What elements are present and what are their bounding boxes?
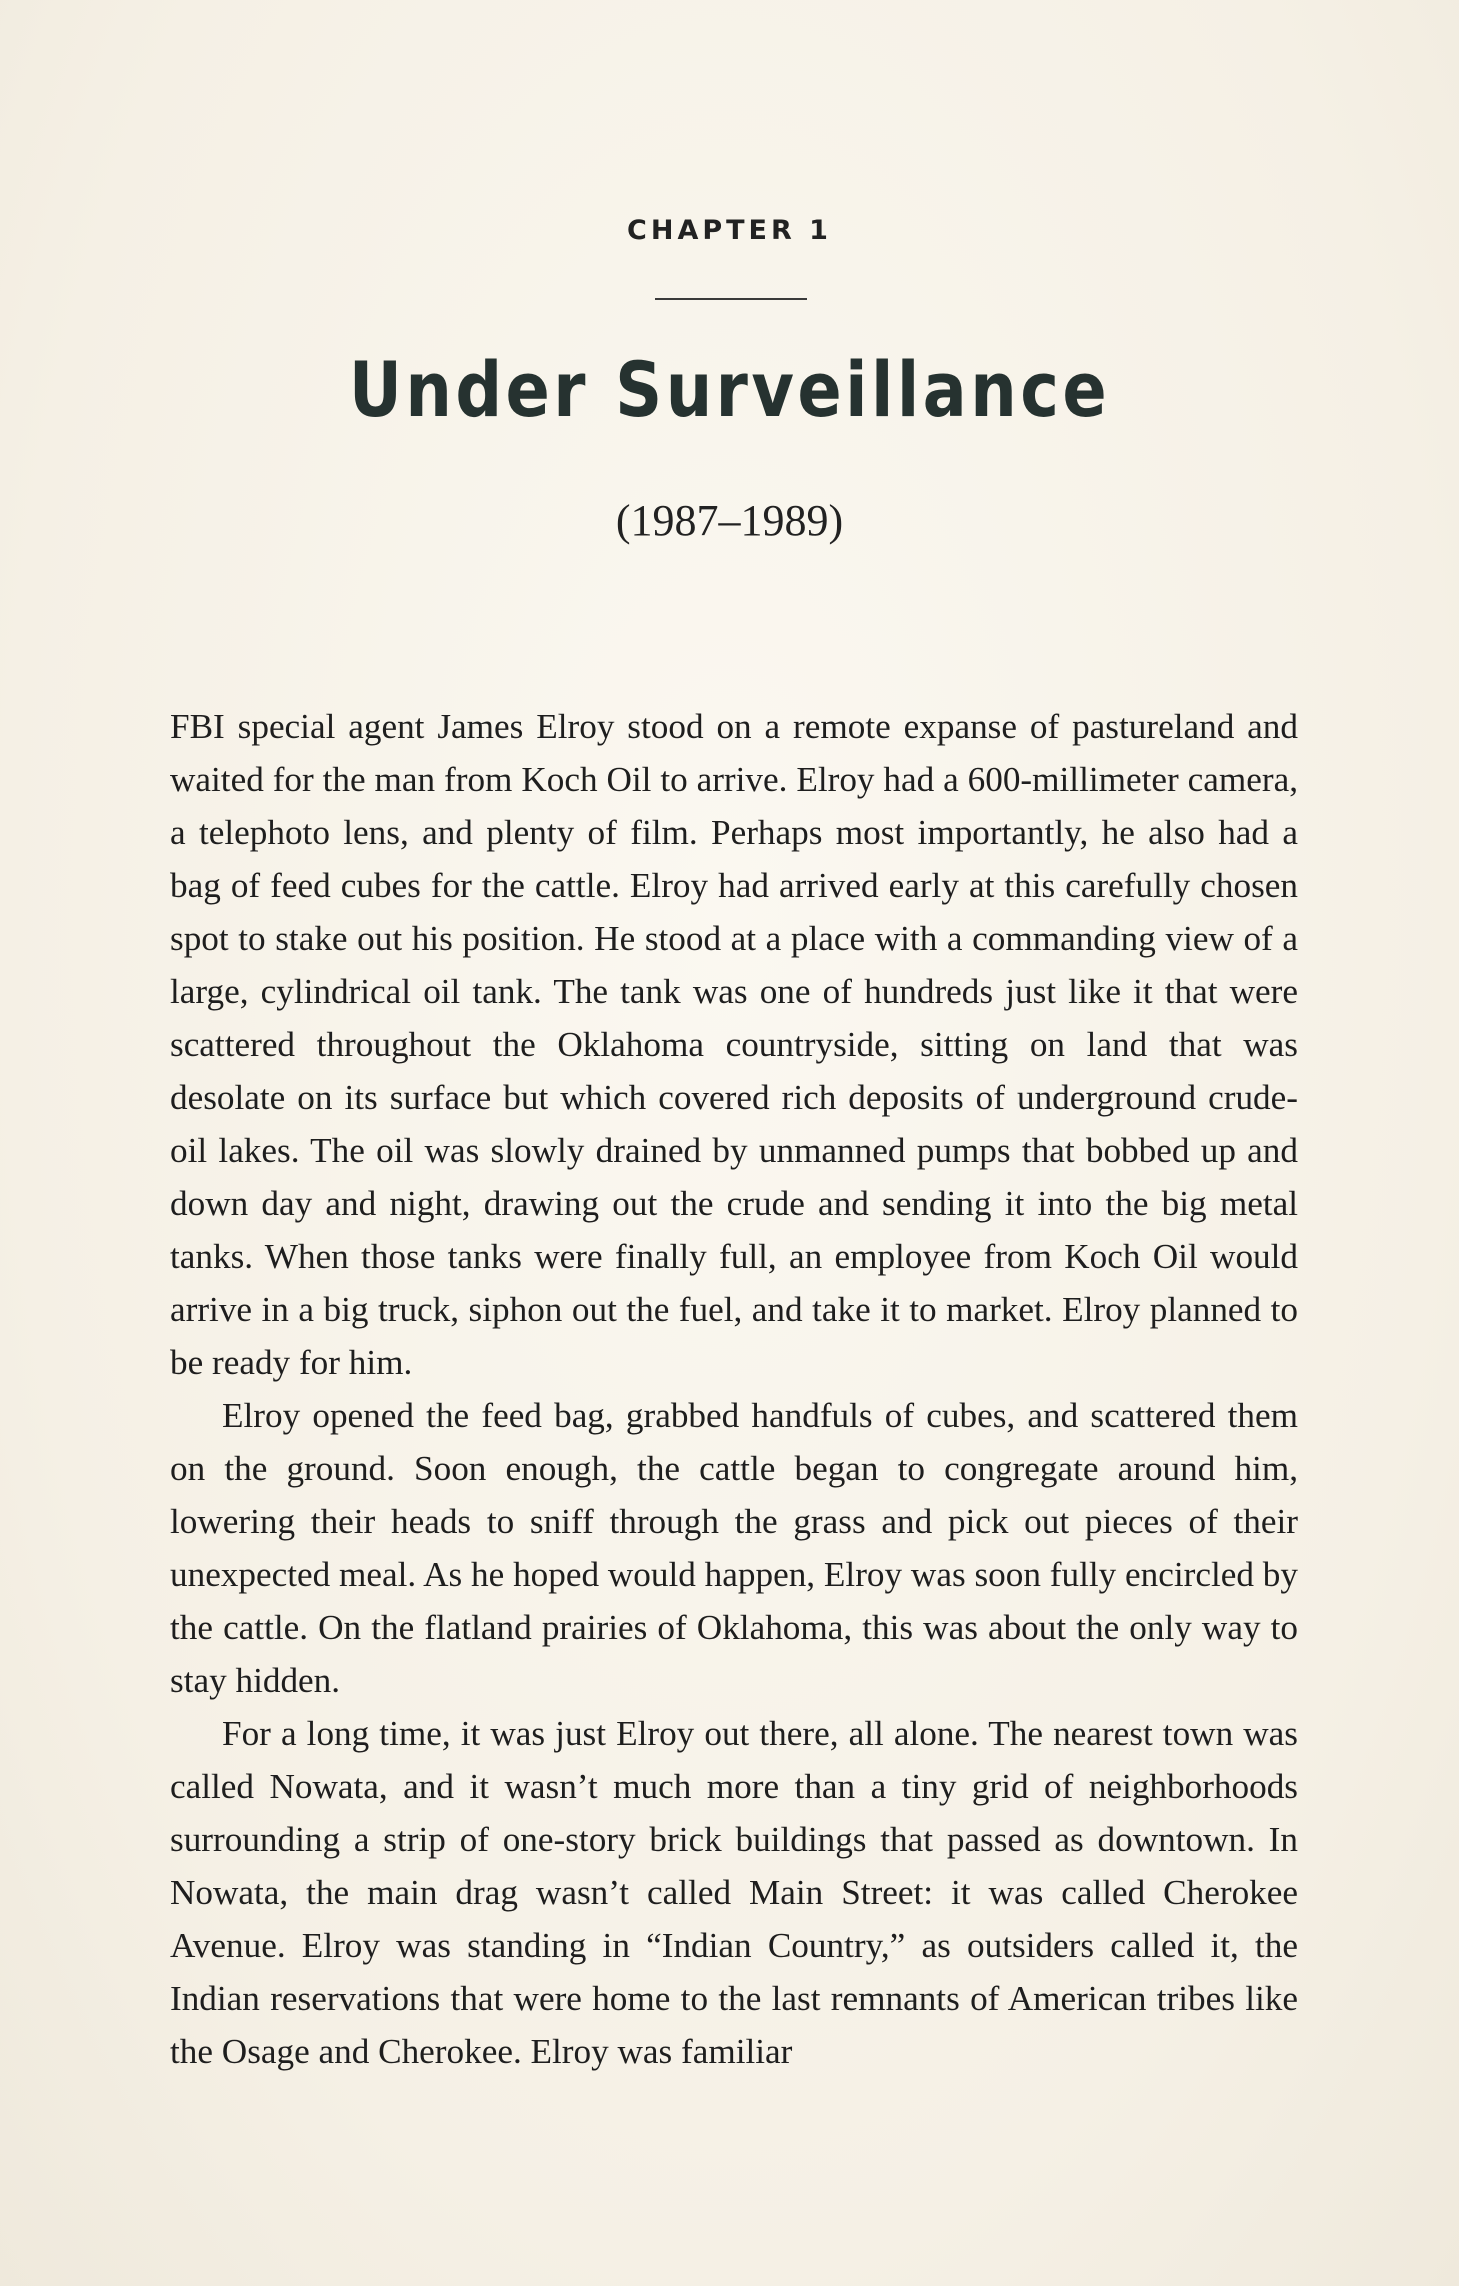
paragraph: For a long time, it was just Elroy out there, all alone. The nearest town was called Nowata, and it wasn’t much more than a tiny grid of neighborhoods surrounding a strip of one-story brick buildings that passed as downtown. In Nowata, the main drag wasn’t called Main Street: it was called Cherokee Avenue. Elroy was standing in “Indian Country,” as outsiders called it, the Indian reservations that were home to the last remnants of American tribes like the Osage and Cherokee. Elroy was familiar <box>170 1714 1298 2071</box>
chapter-divider <box>655 298 807 300</box>
chapter-body <box>170 700 1298 2078</box>
chapter-label: CHAPTER 1 <box>627 215 832 246</box>
paragraph: FBI special agent James Elroy stood on a remote expanse of pastureland and waited for the man from Koch Oil to arrive. Elroy had a 600-millimeter camera, a telephoto lens, and plenty of film. Perhaps most importantly, he also had a bag of feed cubes for the cattle. Elroy had arrived early at this carefully chosen spot to stake out his position. He stood at a place with a commanding view of a large, cylindrical oil tank. The tank was one of hundreds just like it that were scattered throughout the Oklahoma countryside, sitting on land that was desolate on its surface but which covered rich deposits of underground crude-oil lakes. The oil was slowly drained by unmanned pumps that bobbed up and down day and night, drawing out the crude and sending it into the big metal tanks. When those tanks were finally full, an employee from Koch Oil would arrive in a big truck, siphon out the fuel, and take it to market. Elroy planned to be ready for him. <box>170 707 1298 1382</box>
paragraph: Elroy opened the feed bag, grabbed handfuls of cubes, and scattered them on the ground. Soon enough, the cattle began to congregate around him, lowering their heads to sniff through the grass and pick out pieces of their unexpected meal. As he hoped would happen, Elroy was soon fully encircled by the cattle. On the flatland prairies of Oklahoma, this was about the only way to stay hidden. <box>170 1396 1298 1700</box>
chapter-dates: (1987–1989) <box>615 496 844 545</box>
chapter-title: Under Surveillance <box>348 345 1111 434</box>
